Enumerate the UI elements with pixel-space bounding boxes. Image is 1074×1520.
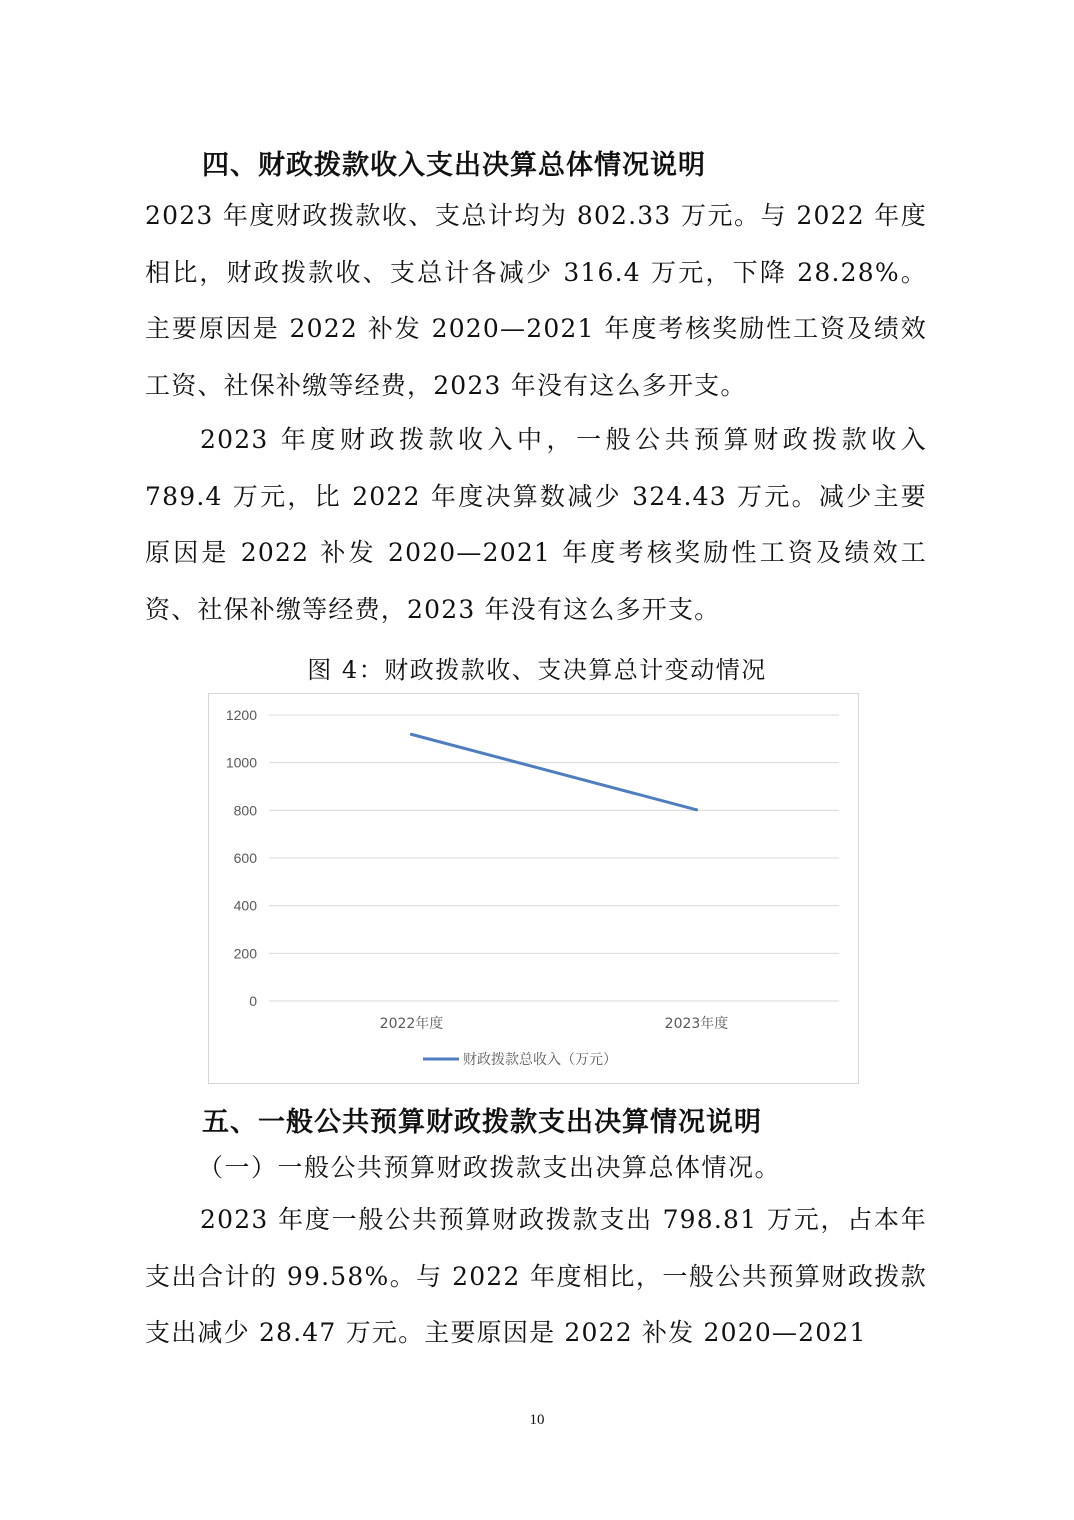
x-tick-label: 2022年度 (379, 1016, 444, 1032)
section-5-paragraph-1: 2023 年度一般公共预算财政拨款支出 798.81 万元，占本年支出合计的 99.58%。与 2022 年度相比，一般公共预算财政拨款支出减少 28.47 万元。主要原因是 2022 补发 2020—2021 (145, 1205, 927, 1347)
line-chart (208, 693, 859, 1084)
y-tick-label: 1200 (225, 707, 257, 723)
page-number: 10 (529, 1412, 545, 1428)
y-tick-label: 1000 (225, 754, 257, 771)
legend-label: 财政拨款总收入（万元） (463, 1052, 617, 1068)
data-point (410, 733, 413, 736)
y-tick-label: 600 (233, 850, 257, 866)
line-chart-canvas (209, 694, 860, 1085)
section-5-heading: 五、一般公共预算财政拨款支出决算情况说明 (202, 1107, 762, 1138)
section-4-paragraph-2: 2023 年度财政拨款收入中，一般公共预算财政拨款收入 789.4 万元，比 2022 年度决算数减少 324.43 万元。减少主要原因是 2022 补发 2020—2021 年度考核奖励性工资及绩效工资、社保补缴等经费，2023 年没有这么多开支。 (145, 425, 927, 624)
data-point (695, 808, 698, 811)
series-line (412, 734, 697, 809)
section-4-paragraph-1: 2023 年度财政拨款收、支总计均为 802.33 万元。与 2022 年度相比，财政拨款收、支总计各减少 316.4 万元，下降 28.28%。主要原因是 2022 补发 2020—2021 年度考核奖励性工资及绩效工资、社保补缴等经费，2023 年没有这么多开支。 (145, 201, 927, 400)
section-4-heading: 四、财政拨款收入支出决算总体情况说明 (202, 150, 706, 181)
y-tick-label: 400 (233, 897, 257, 914)
x-tick-label: 2023年度 (664, 1016, 729, 1032)
section-5-subheading: （一）一般公共预算财政拨款支出决算总体情况。 (198, 1153, 782, 1182)
y-tick-label: 0 (249, 993, 257, 1009)
y-tick-label: 800 (233, 802, 257, 819)
figure-caption: 图 4：财政拨款收、支决算总计变动情况 (307, 656, 767, 684)
y-tick-label: 200 (233, 945, 257, 962)
